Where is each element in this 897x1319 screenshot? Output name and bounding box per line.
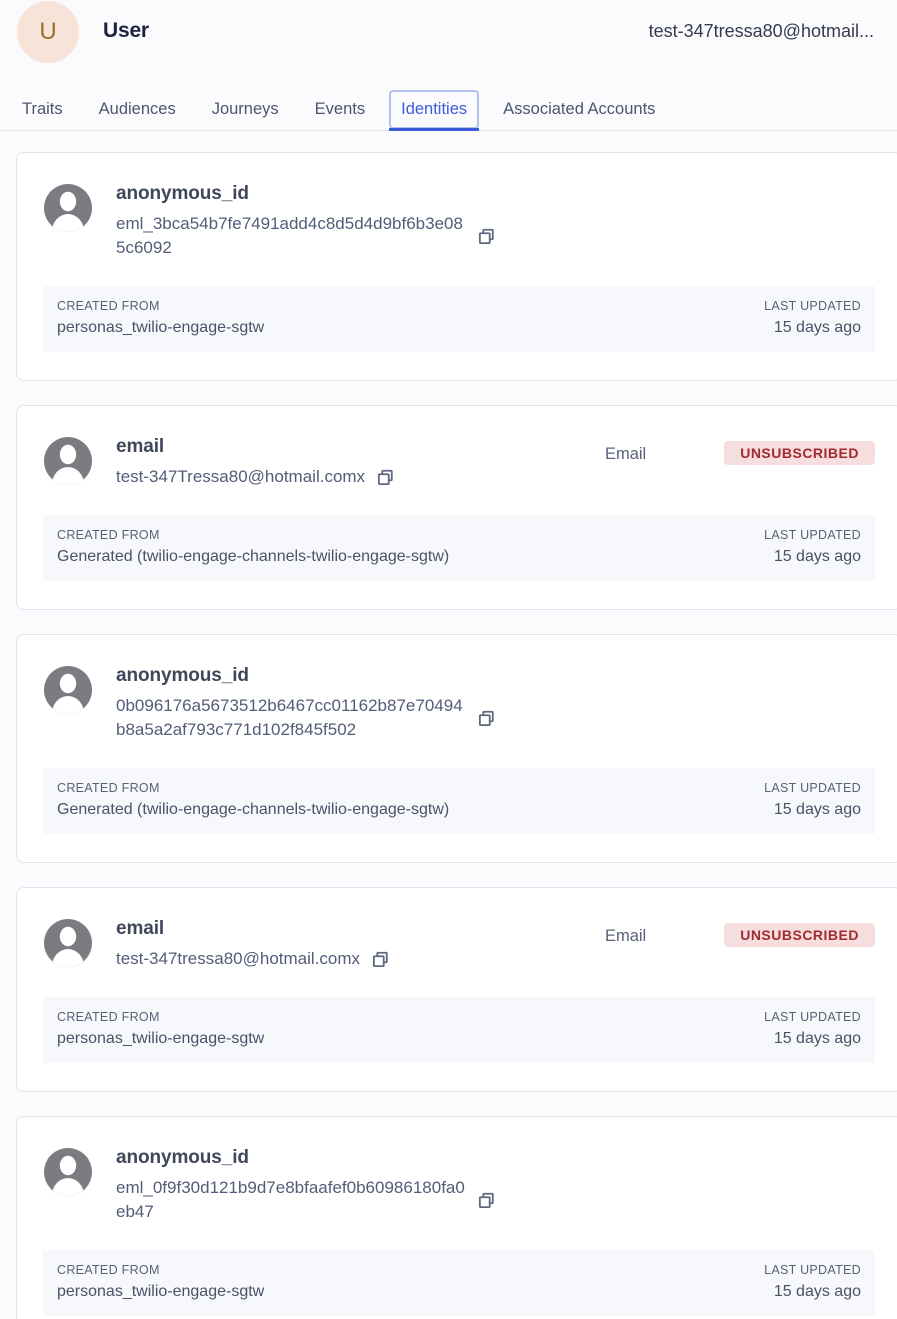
- identity-value-row: [116, 212, 875, 260]
- person-icon: [43, 436, 93, 486]
- tab-traits[interactable]: [10, 88, 75, 130]
- identity-value-row: [116, 947, 605, 971]
- avatar-initial: U: [39, 18, 57, 45]
- created-from-column: [57, 298, 264, 340]
- created-from-value: Generated (twilio-engage-channels-twilio-engage-sgtw): [57, 801, 450, 818]
- last-updated-label: LAST UPDATED: [764, 299, 861, 313]
- created-from-value: personas_twilio-engage-sgtw: [57, 319, 265, 336]
- tab-label: Events: [314, 99, 366, 118]
- subscription-status-badge: UNSUBSCRIBED: [724, 923, 875, 947]
- created-from-label: CREATED FROM: [57, 299, 160, 313]
- tab-label: Traits: [22, 99, 63, 118]
- tab-events[interactable]: [303, 88, 377, 130]
- copy-icon: [376, 475, 395, 490]
- copy-button[interactable]: [477, 709, 496, 728]
- created-from-label: CREATED FROM: [57, 528, 160, 542]
- identity-main: [93, 665, 875, 742]
- identity-card-footer: [43, 515, 875, 581]
- created-from-label: CREATED FROM: [57, 1010, 160, 1024]
- identity-card-footer: [43, 1250, 875, 1316]
- last-updated-value: 15 days ago: [773, 319, 861, 336]
- created-from-label: CREATED FROM: [57, 781, 160, 795]
- copy-button[interactable]: [477, 227, 496, 246]
- avatar: [17, 1, 79, 63]
- identity-value: test-347tressa80@hotmail.comx: [116, 949, 361, 968]
- identity-value: eml_0f9f30d121b9d7e8bfaafef0b60986180fa0eb47: [116, 1178, 465, 1221]
- identity-type: email: [116, 436, 165, 457]
- copy-icon: [477, 1198, 496, 1213]
- identity-value-row: [116, 465, 605, 489]
- last-updated-label: LAST UPDATED: [764, 528, 861, 542]
- identity-card-head: [43, 436, 875, 489]
- identity-value: eml_3bca54b7fe7491add4c8d5d4d9bf6b3e085c6092: [116, 214, 463, 257]
- identity-type: anonymous_id: [116, 1147, 249, 1168]
- identity-type: email: [116, 918, 165, 939]
- created-from-value: personas_twilio-engage-sgtw: [57, 1283, 265, 1300]
- last-updated-label: LAST UPDATED: [764, 781, 861, 795]
- last-updated-value: 15 days ago: [773, 548, 861, 565]
- copy-icon: [477, 234, 496, 249]
- last-updated-value: 15 days ago: [773, 1030, 861, 1047]
- identity-card-head: [43, 665, 875, 742]
- person-icon: [43, 918, 93, 968]
- identity-main: [93, 183, 875, 260]
- tab-label: Identities: [389, 90, 479, 129]
- identity-card-head: [43, 1147, 875, 1224]
- created-from-label: CREATED FROM: [57, 1263, 160, 1277]
- identity-main: [93, 436, 605, 489]
- identity-card-footer: [43, 997, 875, 1063]
- profile-header: [0, 0, 897, 88]
- channel-label: Email: [604, 927, 647, 945]
- last-updated-column: [764, 527, 861, 569]
- created-from-column: [57, 780, 449, 822]
- last-updated-value: 15 days ago: [773, 1283, 861, 1300]
- tab-identities[interactable]: [389, 88, 479, 130]
- tab-label: Audiences: [98, 99, 176, 118]
- identity-value-row: [116, 1176, 875, 1224]
- identity-card: [16, 887, 897, 1092]
- created-from-column: [57, 1009, 264, 1051]
- tab-associated-accounts[interactable]: [491, 88, 667, 130]
- identity-card: [16, 152, 897, 381]
- identity-type: anonymous_id: [116, 183, 249, 204]
- created-from-value: personas_twilio-engage-sgtw: [57, 1030, 265, 1047]
- identity-type: anonymous_id: [116, 665, 249, 686]
- identity-card-head: [43, 918, 875, 971]
- last-updated-label: LAST UPDATED: [764, 1010, 861, 1024]
- profile-email: test-347tressa80@hotmail...: [648, 21, 874, 41]
- identity-value-row: [116, 694, 875, 742]
- identity-card-head: [43, 183, 875, 260]
- last-updated-column: [764, 780, 861, 822]
- last-updated-label: LAST UPDATED: [764, 1263, 861, 1277]
- last-updated-column: [764, 298, 861, 340]
- person-icon: [43, 183, 93, 233]
- profile-tabs: [0, 88, 897, 131]
- created-from-column: [57, 527, 449, 569]
- subscription-status-badge: UNSUBSCRIBED: [724, 441, 875, 465]
- tab-label: Journeys: [211, 99, 279, 118]
- last-updated-column: [764, 1009, 861, 1051]
- page-title: User: [103, 19, 149, 42]
- identity-card: [16, 405, 897, 610]
- identity-value: 0b096176a5673512b6467cc01162b87e70494b8a5a2af793c771d102f845f502: [116, 696, 463, 739]
- identity-main: [93, 918, 605, 971]
- copy-icon: [371, 957, 390, 972]
- channel-label: Email: [604, 445, 647, 463]
- identity-card: [16, 1116, 897, 1319]
- identity-card: [16, 634, 897, 863]
- last-updated-value: 15 days ago: [773, 801, 861, 818]
- identities-list: [0, 131, 897, 1319]
- identity-value: test-347Tressa80@hotmail.comx: [116, 467, 366, 486]
- tab-label: Associated Accounts: [503, 99, 656, 118]
- tab-journeys[interactable]: [200, 88, 291, 130]
- last-updated-column: [764, 1262, 861, 1304]
- copy-button[interactable]: [376, 468, 395, 487]
- copy-button[interactable]: [371, 950, 390, 969]
- created-from-value: Generated (twilio-engage-channels-twilio-engage-sgtw): [57, 548, 450, 565]
- identity-card-footer: [43, 768, 875, 834]
- person-icon: [43, 1147, 93, 1197]
- copy-button[interactable]: [477, 1191, 496, 1210]
- created-from-column: [57, 1262, 264, 1304]
- person-icon: [43, 665, 93, 715]
- tab-audiences[interactable]: [87, 88, 188, 130]
- copy-icon: [477, 716, 496, 731]
- identity-card-footer: [43, 286, 875, 352]
- identity-main: [93, 1147, 875, 1224]
